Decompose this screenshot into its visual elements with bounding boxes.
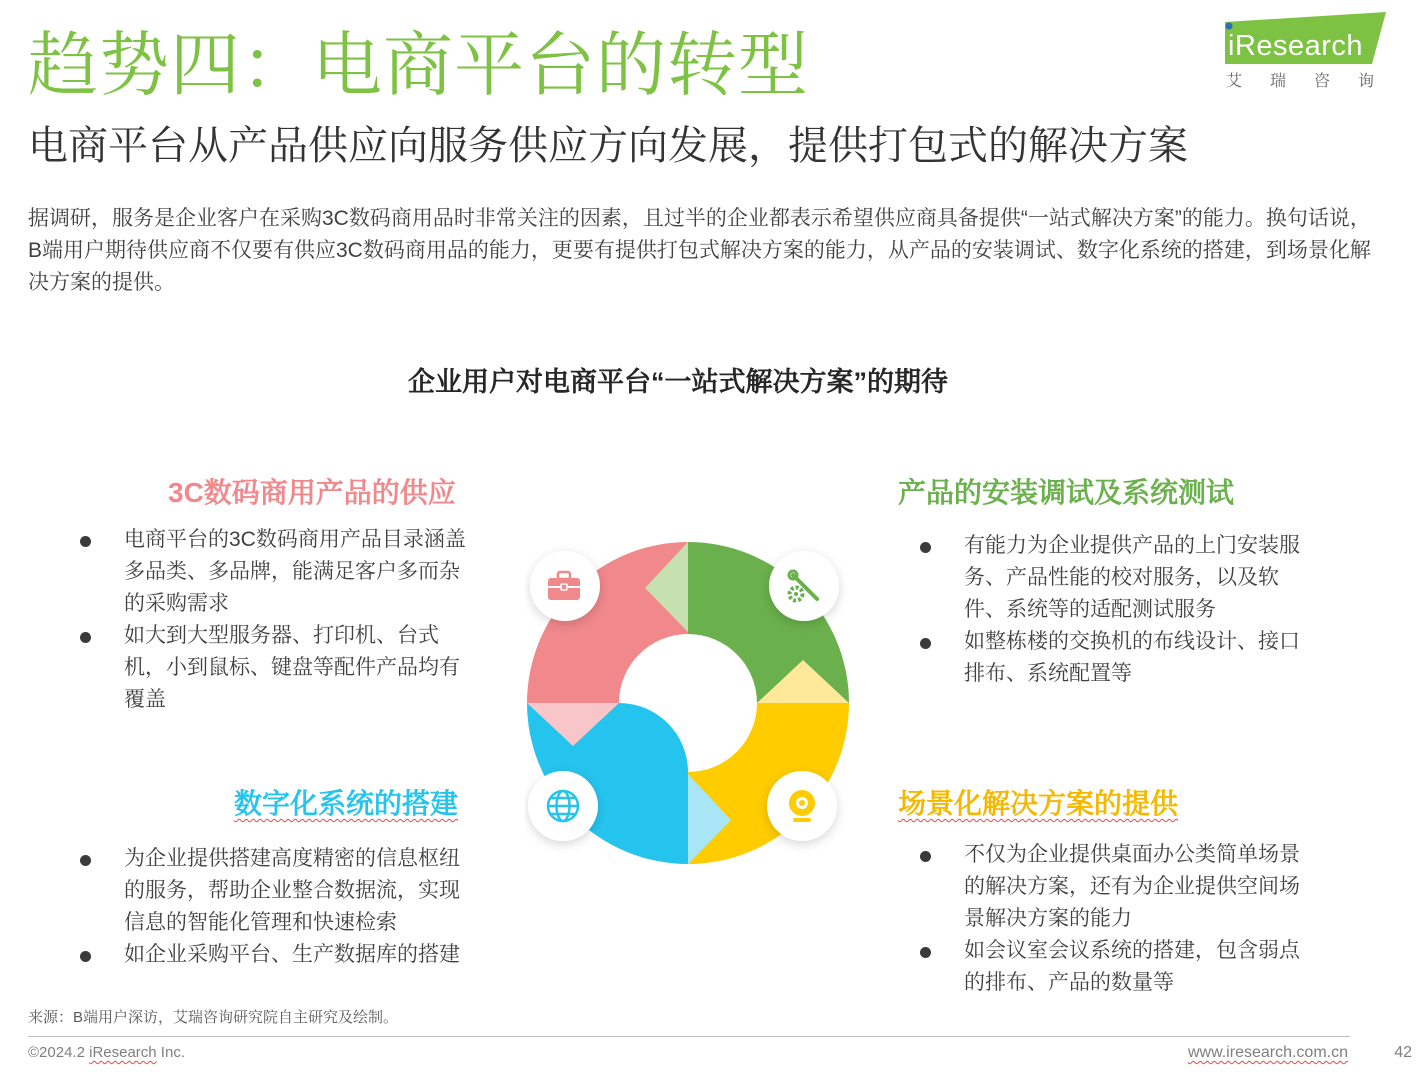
source-note: 来源：B端用户深访，艾瑞咨询研究院自主研究及绘制。 bbox=[28, 1009, 399, 1026]
quadrant-title-scene: 场景化解决方案的提供 bbox=[898, 788, 1179, 819]
list-item: 不仅为企业提供桌面办公类简单场景的解决方案，还有为企业提供空间场景解决方案的能力 bbox=[918, 839, 1318, 935]
quadrant-list-scene bbox=[918, 839, 1318, 999]
list-item: 如整栋楼的交换机的布线设计、接口排布、系统配置等 bbox=[918, 626, 1318, 690]
page-title: 趋势四：电商平台的转型 bbox=[28, 26, 809, 104]
logo-text: iResearch bbox=[1228, 30, 1364, 62]
page-number: 42 bbox=[1394, 1044, 1412, 1061]
logo-chinese-name: 艾瑞咨询 bbox=[1226, 73, 1403, 90]
copyright-suffix: Inc. bbox=[156, 1044, 185, 1061]
copyright-company: iResearch bbox=[89, 1044, 157, 1061]
intro-paragraph: 据调研，服务是企业客户在采购3C数码商用品时非常关注的因素，且过半的企业都表示希望供应商具备提供“一站式解决方案”的能力。换句话说，B端用户期待供应商不仅要有供应3C数码商用品的能力，更要有提供打包式解决方案的能力，从产品的安装调试、数字化系统的搭建，到场景化解决方案的提供。 bbox=[28, 207, 1371, 294]
quadrant-title-install: 产品的安装调试及系统测试 bbox=[898, 477, 1235, 508]
quadrant-title-digital: 数字化系统的搭建 bbox=[234, 788, 459, 819]
page-subtitle: 电商平台从产品供应向服务供应方向发展，提供打包式的解决方案 bbox=[28, 124, 1188, 168]
solution-ring-diagram bbox=[525, 540, 851, 866]
list-item: 如企业采购平台、生产数据库的搭建 bbox=[78, 939, 478, 971]
quadrant-list-install bbox=[918, 530, 1318, 690]
list-item: 为企业提供搭建高度精密的信息枢纽的服务，帮助企业整合数据流，实现信息的智能化管理和快速检索 bbox=[78, 843, 478, 939]
list-item: 有能力为企业提供产品的上门安装服务、产品性能的校对服务，以及软件、系统等的适配测试服务 bbox=[918, 530, 1318, 626]
footer-divider bbox=[28, 1036, 1350, 1037]
copyright-prefix: ©2024.2 bbox=[28, 1044, 90, 1061]
copyright bbox=[28, 1043, 185, 1063]
list-item: 如大到大型服务器、打印机、台式机，小到鼠标、键盘等配件产品均有覆盖 bbox=[78, 620, 478, 716]
iresearch-logo bbox=[1222, 12, 1403, 94]
quadrant-list-digital bbox=[78, 843, 478, 971]
list-item: 电商平台的3C数码商用产品目录涵盖多品类、多品牌，能满足客户多而杂的采购需求 bbox=[78, 524, 478, 620]
quadrant-list-supply bbox=[78, 524, 478, 716]
list-item: 如会议室会议系统的搭建，包含弱点的排布、产品的数量等 bbox=[918, 935, 1318, 999]
diagram-title: 企业用户对电商平台“一站式解决方案”的期待 bbox=[408, 367, 948, 397]
quadrant-title-supply: 3C数码商用产品的供应 bbox=[168, 477, 456, 508]
website-link[interactable]: www.iresearch.com.cn bbox=[1187, 1044, 1348, 1061]
